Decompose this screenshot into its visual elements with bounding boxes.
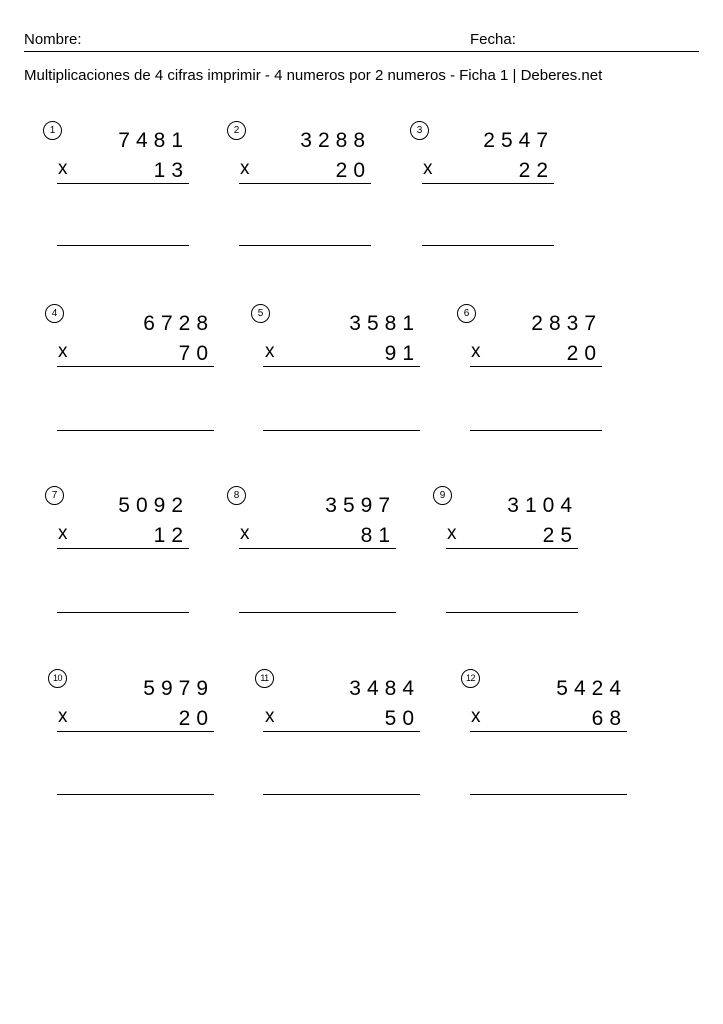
bottom-operand: 81 — [360, 524, 396, 547]
answer-line — [239, 612, 396, 613]
product-line — [422, 183, 554, 184]
problem-number: 10 — [48, 669, 67, 688]
problem-number: 1 — [43, 121, 62, 140]
answer-line — [57, 612, 189, 613]
product-line — [57, 366, 214, 367]
bottom-operand: 91 — [384, 342, 420, 365]
product-line — [470, 366, 602, 367]
problem-number: 3 — [410, 121, 429, 140]
problem-10 — [48, 669, 214, 799]
bottom-operand: 22 — [518, 159, 554, 182]
bottom-operand: 12 — [153, 524, 189, 547]
problem-7 — [45, 486, 189, 616]
problem-3 — [410, 121, 554, 251]
problem-6 — [457, 304, 602, 434]
product-line — [239, 183, 371, 184]
name-label: Nombre: — [24, 31, 82, 48]
problem-2 — [227, 121, 371, 251]
bottom-operand: 20 — [566, 342, 602, 365]
top-operand: 3484 — [349, 677, 420, 700]
problem-1 — [43, 121, 189, 251]
problem-number: 8 — [227, 486, 246, 505]
problem-number: 5 — [251, 304, 270, 323]
worksheet-title: Multiplicaciones de 4 cifras imprimir - 4 numeros por 2 numeros - Ficha 1 | Deberes.net — [24, 67, 603, 84]
top-operand: 5424 — [556, 677, 627, 700]
top-operand: 5979 — [143, 677, 214, 700]
product-line — [470, 731, 627, 732]
problem-11 — [255, 669, 420, 799]
problem-number: 12 — [461, 669, 480, 688]
product-line — [239, 548, 396, 549]
product-line — [263, 731, 420, 732]
answer-line — [446, 612, 578, 613]
top-operand: 5092 — [118, 494, 189, 517]
top-operand: 2547 — [483, 129, 554, 152]
date-label: Fecha: — [470, 31, 516, 48]
multiply-sign: x — [58, 706, 68, 727]
bottom-operand: 20 — [178, 707, 214, 730]
problem-number: 11 — [255, 669, 274, 688]
problem-number: 7 — [45, 486, 64, 505]
problem-number: 9 — [433, 486, 452, 505]
multiply-sign: x — [423, 158, 433, 179]
answer-line — [57, 794, 214, 795]
answer-line — [57, 245, 189, 246]
header-divider — [24, 51, 699, 52]
bottom-operand: 25 — [542, 524, 578, 547]
problem-5 — [251, 304, 420, 434]
answer-line — [422, 245, 554, 246]
problem-9 — [433, 486, 578, 616]
top-operand: 3104 — [507, 494, 578, 517]
top-operand: 2837 — [531, 312, 602, 335]
bottom-operand: 50 — [384, 707, 420, 730]
multiply-sign: x — [58, 158, 68, 179]
multiply-sign: x — [265, 706, 275, 727]
product-line — [263, 366, 420, 367]
bottom-operand: 70 — [178, 342, 214, 365]
problem-number: 6 — [457, 304, 476, 323]
top-operand: 3581 — [349, 312, 420, 335]
problem-8 — [227, 486, 396, 616]
multiply-sign: x — [265, 341, 275, 362]
answer-line — [263, 430, 420, 431]
answer-line — [470, 794, 627, 795]
problem-number: 2 — [227, 121, 246, 140]
bottom-operand: 68 — [591, 707, 627, 730]
multiply-sign: x — [240, 523, 250, 544]
bottom-operand: 13 — [153, 159, 189, 182]
top-operand: 6728 — [143, 312, 214, 335]
answer-line — [239, 245, 371, 246]
multiply-sign: x — [240, 158, 250, 179]
top-operand: 7481 — [118, 129, 189, 152]
problem-12 — [461, 669, 627, 799]
top-operand: 3597 — [325, 494, 396, 517]
top-operand: 3288 — [300, 129, 371, 152]
multiply-sign: x — [58, 341, 68, 362]
product-line — [57, 731, 214, 732]
multiply-sign: x — [471, 706, 481, 727]
multiply-sign: x — [58, 523, 68, 544]
product-line — [446, 548, 578, 549]
answer-line — [263, 794, 420, 795]
problem-4 — [45, 304, 214, 434]
problem-number: 4 — [45, 304, 64, 323]
product-line — [57, 548, 189, 549]
answer-line — [470, 430, 602, 431]
answer-line — [57, 430, 214, 431]
bottom-operand: 20 — [335, 159, 371, 182]
product-line — [57, 183, 189, 184]
multiply-sign: x — [471, 341, 481, 362]
multiply-sign: x — [447, 523, 457, 544]
